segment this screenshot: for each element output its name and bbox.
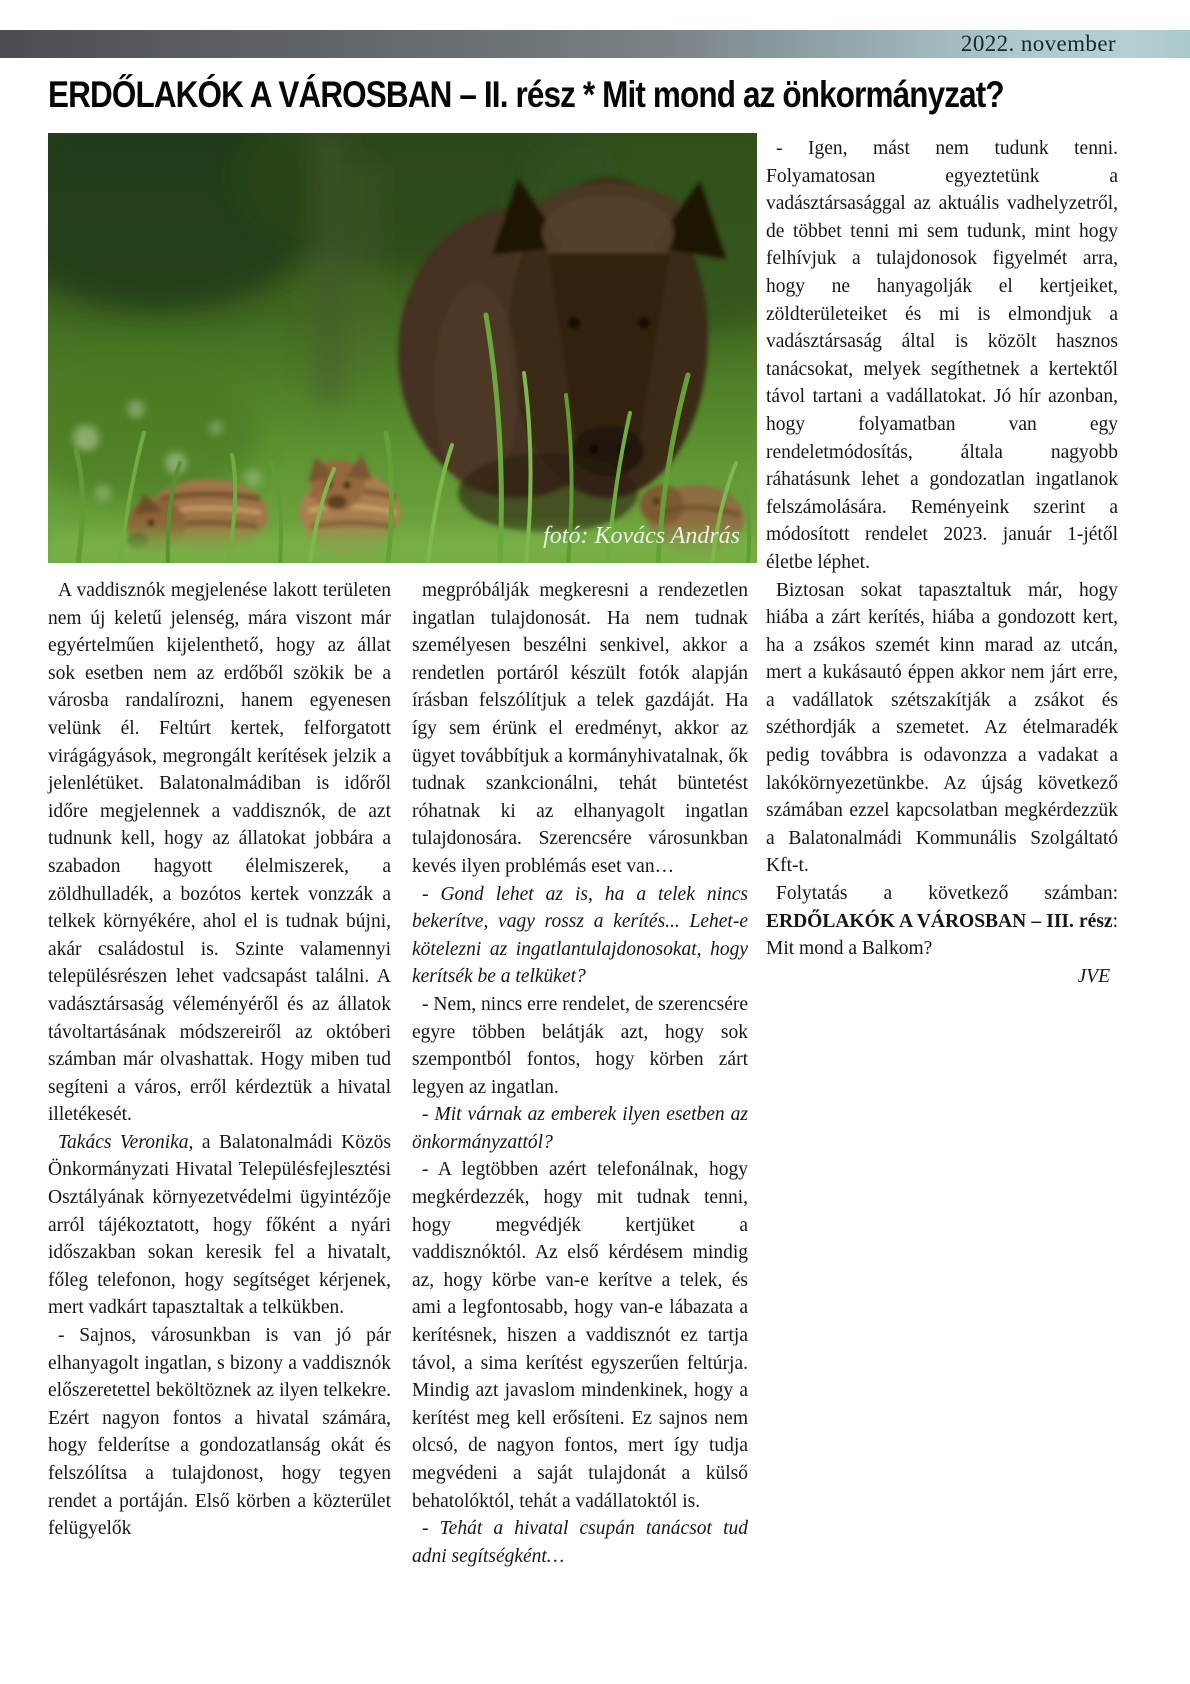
paragraph-text: - Sajnos, városunkban is van jó pár elhanyagolt ingatlan, s bizony a vaddisznók előszeretettel beköltöznek az ilyen telkekre. Ezért nagyon fontos a hivatal számára, hogy felderítse a gondozatlanság okát és felszólítsa a tulajdonost, hogy tegyen rendet a portáján. Első körben a közterület felügyelők — [48, 1325, 391, 1540]
article-column-middle — [412, 577, 748, 1570]
paragraph-text: , a Balatonalmádi Közös Önkormányzati Hivatal Településfejlesztési Osztályának környezetvédelmi ügyintézője arról tájékoztatott, hogy főként a nyári időszakban sokan keresik fel a hivatalt, főleg telefonon, hogy segítséget kérjenek, mert vadkárt tapasztaltak a telkükben. — [48, 1131, 391, 1319]
article-headline — [48, 74, 1172, 116]
paragraph — [412, 1156, 748, 1515]
paragraph-text: - Tehát a hivatal csupán tanácsot tud adni segítségként… — [412, 1518, 748, 1567]
paragraph — [48, 577, 391, 1129]
interviewee-name: Takács Veronika — [58, 1131, 189, 1153]
masthead-bar — [0, 30, 1190, 58]
paragraph — [766, 577, 1118, 881]
paragraph — [412, 577, 748, 881]
issue-date: 2022. november — [960, 31, 1116, 56]
question-paragraph — [412, 1101, 748, 1156]
boar-photo-illustration — [48, 133, 757, 563]
question-paragraph — [412, 881, 748, 991]
paragraph-text: - Igen, mást nem tudunk tenni. Folyamatosan egyeztetünk a vadásztársasággal az aktuális vadhelyzetről, de többet tenni mi sem tudunk, mint hogy felhívjuk a tulajdonosok figyelmét arra, hogy ne hanyagolják el kertjeiket, zöldterületeiket és mi is elmondjuk a vadásztársaság által is közölt hasznos tanácsokat, melyek segíthetnek a kertektől távol tartani a vadállatokat. Jó hír azonban, hogy folyamatban van egy rendeletmódosítás, általa nagyobb ráhatásunk lehet a gondozatlan ingatlanok felszámolására. Reményeink szerint a módosított rendelet 2023. január 1-jétől életbe léphet. — [766, 138, 1118, 573]
paragraph-text: A vaddisznók megjelenése lakott területen nem új keletű jelenség, mára viszont már egyértelműen kijelenthető, hogy az állat sok esetben nem az erdőből szökik be a városba randalírozni, hanem egyenesen velünk él. Feltúrt kertek, felforgatott virágágyások, megrongált kerítések jelzik a jelenlétüket. Balatonalmádiban is időről időre megjelennek a vaddisznók, de azt tudnunk kell, hogy az állatokat jobbára a szabadon hagyott élelmiszerek, a zöldhulladék, a bozótos kertek vonzzák a telkek környékére, ahol el is tudnak bújni, akár családostul is. Szinte valamennyi településrészen lehet vadcsapást találni. A vadásztársaság véleményéről és az állatok távoltartásának módszereiről az októberi számban már olvashattak. Hogy miben tud segíteni a város, erről kérdeztük a hivatal illetékesét. — [48, 580, 391, 1126]
headline-text: ERDŐLAKÓK A VÁROSBAN – II. rész * Mit mond az önkormányzat? — [48, 74, 1004, 115]
paragraph-text: - A legtöbben azért telefonálnak, hogy megkérdezzék, hogy mit tudnak tenni, hogy megvédjék kertjüket a vaddisznóktól. Az első kérdésem mindig az, hogy körbe van-e kerítve a telek, és ami a legfontosabb, hogy van-e lábazata a kerítésnek, hiszen a vaddisznót ez tartja távol, a sima kerítést egyszerűen feltúrja. Mindig azt javaslom mindenkinek, hogy a kerítést meg kell erősíteni. Ez sajnos nem olcsó, de nagyon fontos, mert így tudja megvédeni a saját tulajdonát a külső behatolóktól, tehát a vadállatoktól is. — [412, 1159, 748, 1512]
paragraph — [48, 1129, 391, 1322]
article-photo — [48, 133, 757, 563]
paragraph-text: Biztosan sokat tapasztaltuk már, hogy hiába a zárt kerítés, hiába a gondozott kert, ha a zsákos szemét kinn marad az utcán, mert a kukásautó éppen akkor nem járt erre, a vadállatok szétszakítják a zsákot és széthordják a szemetet. Az ételmaradék pedig továbbra is odavonzza a vadakat a lakókörnyezetünkbe. Az újság következő számában ezzel kapcsolatban megkérdezzük a Balatonalmádi Kommunális Szolgáltató Kft-t. — [766, 579, 1118, 877]
paragraph-text: Folytatás a következő számban: — [776, 883, 1118, 905]
paragraph-text: megpróbálják megkeresni a rendezetlen ingatlan tulajdonosát. Ha nem tudnak személyesen beszélni senkivel, akkor a rendetlen portáról készült fotók alapján írásban felszólítjuk a telek gazdáját. Ha így sem érünk el eredményt, akkor az ügyet továbbítjuk a kormányhivatalnak, ők tudnak szankcionálni, tehát büntetést róhatnak ki az elhanyagolt ingatlan tulajdonosára. Szerencsére városunkban kevés ilyen problémás eset van… — [412, 580, 748, 877]
article-column-right — [766, 135, 1118, 990]
paragraph — [48, 1322, 391, 1543]
paragraph-text: - Mit várnak az emberek ilyen esetben az önkormányzattól? — [412, 1104, 748, 1153]
continuation-note — [766, 880, 1118, 963]
paragraph-text: - Gond lehet az is, ha a telek nincs bekerítve, vagy rossz a kerítés... Lehet-e kötelezni az ingatlantulajdonosokat, hogy kerítsék be a telküket? — [412, 883, 748, 988]
paragraph-text: - Nem, nincs erre rendelet, de szerencsére egyre többen belátják azt, hogy sok szempontból fontos, hogy körben zárt legyen az ingatlan. — [412, 993, 748, 1098]
byline-initials: JVE — [1077, 965, 1110, 987]
question-paragraph — [412, 1515, 748, 1570]
article-column-left — [48, 577, 391, 1543]
photo-caption: fotó: Kovács András — [543, 523, 740, 549]
next-issue-title: ERDŐLAKÓK A VÁROSBAN – III. rész — [766, 910, 1113, 932]
paragraph — [412, 991, 748, 1101]
byline — [766, 963, 1118, 991]
paragraph-text: : Mit mond a Balkom? — [766, 910, 1118, 960]
paragraph — [766, 135, 1118, 577]
